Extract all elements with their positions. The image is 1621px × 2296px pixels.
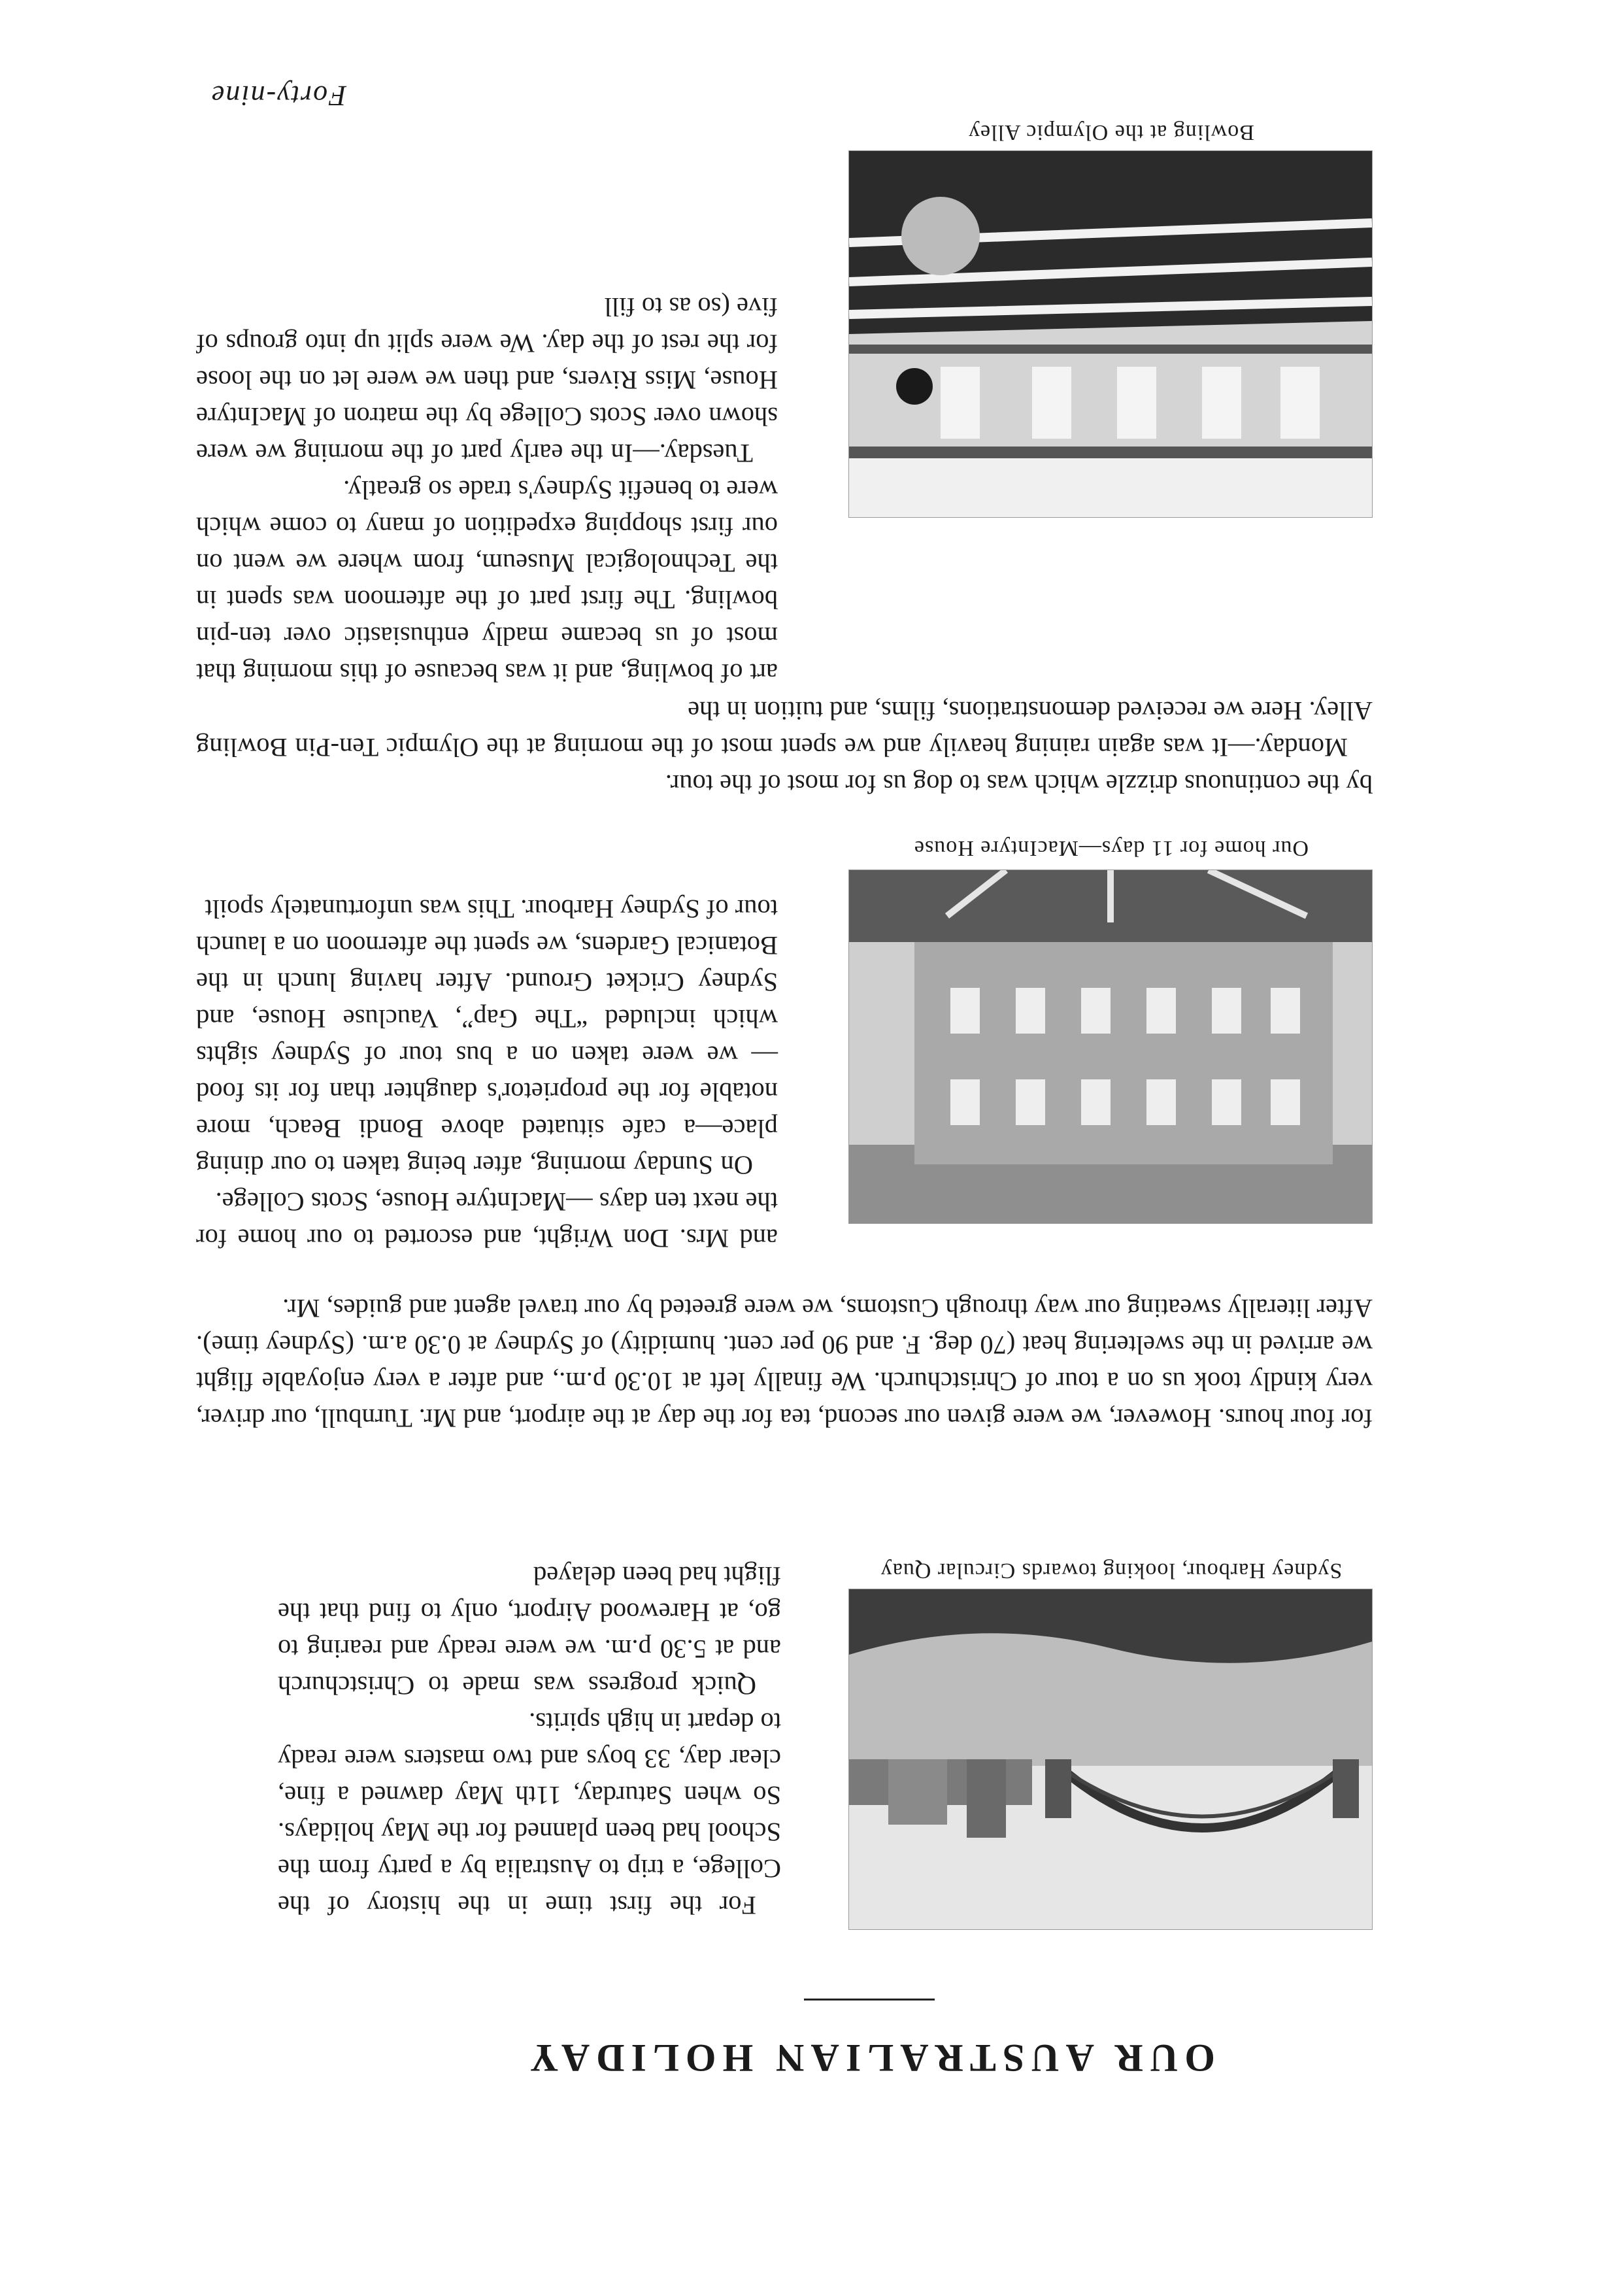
photo-bowling-alley [848, 150, 1373, 518]
paragraph-wright: and Mrs. Don Wright, and escorted to our home for the next ten days —MacIntyre House, Scots College. [196, 1187, 778, 1253]
article-title: OUR AUSTRALIAN HOLIDAY [524, 2036, 1215, 2080]
paragraph-flight: for four hours. However, we were given our second, tea for the day at the airport, and Mr. Turnbull, our driver, very kindly took us on a tour of Christchurch. We finally left at 10.30 p.m., and after a very enjoyable flight we arrived in the sweltering heat (70 deg. F. and 90 per cent. humidity) of Sydney at 0.30 a.m. (Sydney time). After literally sweating our way through Customs, we were greeted by our travel agent and guides, Mr. [196, 1294, 1373, 1433]
caption-sydney-harbour: Sydney Harbour, looking towards Circular Quay [880, 1559, 1343, 1583]
paragraph-monday: Monday.—It was again raining heavily and we spent most of the morning at the Olympic Ten-Pin Bowling Alley. Here we received demonstrations, films, and tuition in the [196, 696, 1373, 762]
paragraph-sunday: On Sunday morning, after being taken to our dining place—a cafe situated above Bondi Beach, more notable for the proprietor's daughter than for its food — we were taken on a bus tour of Sydney sights which included “The Gap”, Vaucluse House, and Sydney Cricket Ground. After having lunch in the Botanical Gardens, we spent the afternoon on a launch tour of Sydney Harbour. This was unfortunately spoilt [196, 894, 778, 1180]
photo-macintyre-house [848, 869, 1373, 1224]
text-column-monday [196, 288, 778, 691]
page-number: Forty-nine [210, 80, 346, 112]
harbour-image [849, 1589, 1372, 1929]
paragraph-intro: For the first time in the history of the College, a trip to Australia by a party from the School had been planned for the May holidays. So when Saturday, 11th May dawned a fine, clear day, 33 boys and two masters were ready to depart in high spirits. [278, 1708, 781, 1920]
title-rule [804, 1999, 935, 2001]
text-full-width-flight [196, 1290, 1373, 1436]
text-column-sunday [196, 890, 778, 1257]
paragraph-tuesday: Tuesday.—In the early part of the morning we were shown over Scots College by the matron of MacIntyre House, Miss Rivers, and then we were let on the loose for the rest of the day. We were split up into groups of five (so as to fill [196, 292, 778, 468]
paragraph-quick-progress: Quick progress was made to Christchurch and at 5.30 p.m. we were ready and rearing to go, at Harewood Airport, only to find that the flight had been delayed [278, 1561, 781, 1700]
paragraph-drizzle: by the continuous drizzle which was to dog us for most of the tour. [665, 769, 1373, 799]
text-column-intro [278, 1557, 781, 1923]
text-full-width-drizzle [196, 692, 1373, 802]
house-image [849, 870, 1372, 1223]
bowling-image [849, 151, 1372, 517]
caption-macintyre-house: Our home for 11 days—MacIntyre House [913, 836, 1309, 860]
caption-bowling-alley: Bowling at the Olympic Alley [968, 120, 1254, 144]
photo-sydney-harbour [848, 1589, 1373, 1930]
paragraph-monday-cont: art of bowling, and it was because of this morning that most of us became madly enthusiastic over ten-pin bowling. The first part of the afternoon was spent in the Technological Museum, from where we went on our first shopping expedition of many to come which were to benefit Sydney's trade so greatly. [196, 475, 778, 688]
